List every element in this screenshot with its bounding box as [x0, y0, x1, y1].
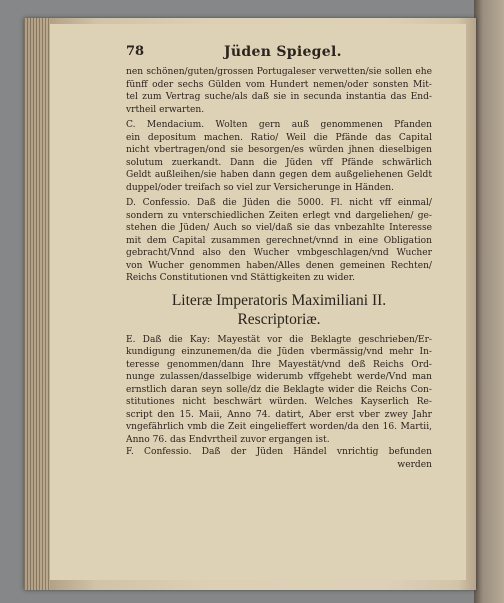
text-line: Reichs Constitutionen vnd Stättigkeiten zu wider. — [126, 273, 356, 283]
text-line: script den 15. Maii, Anno 74. datirt, Aber erst vber zwey Jahr — [126, 409, 432, 420]
text-line: kundigung einzunemen/da die Jüden vbermässig/vnd mehr In- — [126, 347, 432, 357]
page-text — [126, 44, 432, 471]
paragraph-c — [126, 119, 432, 194]
text-line: F. Confessio. Daß der Jüden Händel vnrichtig befunden — [126, 447, 432, 457]
text-line: D. Confessio. Daß die Jüden die 5000. Fl. nicht vff einmal/ — [126, 198, 432, 208]
text-line: vrtheil erwarten. — [126, 104, 205, 115]
text-line: gebracht/Vnnd also den Wucher vmbgeschlagen/vnd Wucher — [126, 248, 432, 258]
page-number: 78 — [126, 44, 145, 59]
facing-page-edge — [474, 0, 504, 603]
section-subheading: Rescriptoriæ. — [237, 310, 321, 328]
catchword: werden — [397, 459, 432, 470]
text-line: von Wucher genommen haben/Alles denen gemeinen Rechten/ — [126, 260, 432, 271]
text-line: stitutiones nicht beschwärt würden. Welches Kayserlich Re- — [126, 397, 432, 407]
text-line: nen schönen/guten/grossen Portugaleser verwetten/sie sollen ehe — [126, 67, 432, 77]
text-line: tel zum Vertrag suche/als daß sie in secunda instantia das End- — [126, 92, 432, 102]
paragraph-d — [126, 197, 432, 285]
text-line: Geldt außleihen/sie haben dann gegen dem außgeliehenen Geldt — [126, 170, 432, 180]
text-line: ernstlich daran seyn solle/dz die Beklagte wider die Reichs Con- — [126, 384, 432, 395]
text-line: E. Daß die Kay: Mayestät vor die Beklagte geschrieben/Er- — [126, 334, 432, 345]
text-line: mit dem Capital zusammen gerechnet/vnnd in eine Obligation — [126, 235, 432, 246]
text-line: fünff oder sechs Gülden vom Hundert nemen/oder sonsten Mit- — [126, 79, 432, 90]
text-line: duppel/oder treifach so viel zur Versicherunge in Händen. — [126, 182, 394, 193]
paragraph-e — [126, 334, 432, 447]
text-line: nunge zulassen/dasselbige widerumb vffgehebt werde/Vnd man — [126, 372, 432, 382]
text-line: solutum zuerkandt. Dann die Jüden vff Pfände schwärlich — [126, 157, 432, 168]
page-stack-edge — [24, 18, 50, 590]
running-head — [126, 44, 432, 66]
text-line: stehen die Jüden/ Auch so viel/daß sie das vnbezahlte Interesse — [126, 223, 432, 233]
text-line: nicht vbertragen/ond sie besorgen/es würden jhnen dieselbigen — [126, 145, 432, 155]
running-title: Jüden Spiegel. — [224, 44, 342, 60]
text-line: teresse genommen/dann Ihre Mayestät/vnd deß Reichs Ord- — [126, 359, 432, 370]
paragraph-f — [126, 446, 432, 459]
text-line: C. Mendacium. Wolten gern auß genommenen Pfanden — [126, 120, 432, 130]
paragraph-b-tail — [126, 66, 432, 116]
text-line: vngefährlich vmb die Zeit eingelieffert worden/da den 16. Martii, — [126, 422, 432, 432]
section-heading: Literæ Imperatoris Maximiliani II. — [171, 291, 387, 309]
text-line: sondern zu vnterschiedlichen Zeiten erlegt vnd dargeliehen/ ge- — [126, 210, 432, 221]
text-line: ein depositum machen. Ratio/ Weil die Pfände das Capital — [126, 132, 432, 143]
text-line: Anno 76. das Endvrtheil zuvor ergangen ist. — [126, 434, 330, 445]
